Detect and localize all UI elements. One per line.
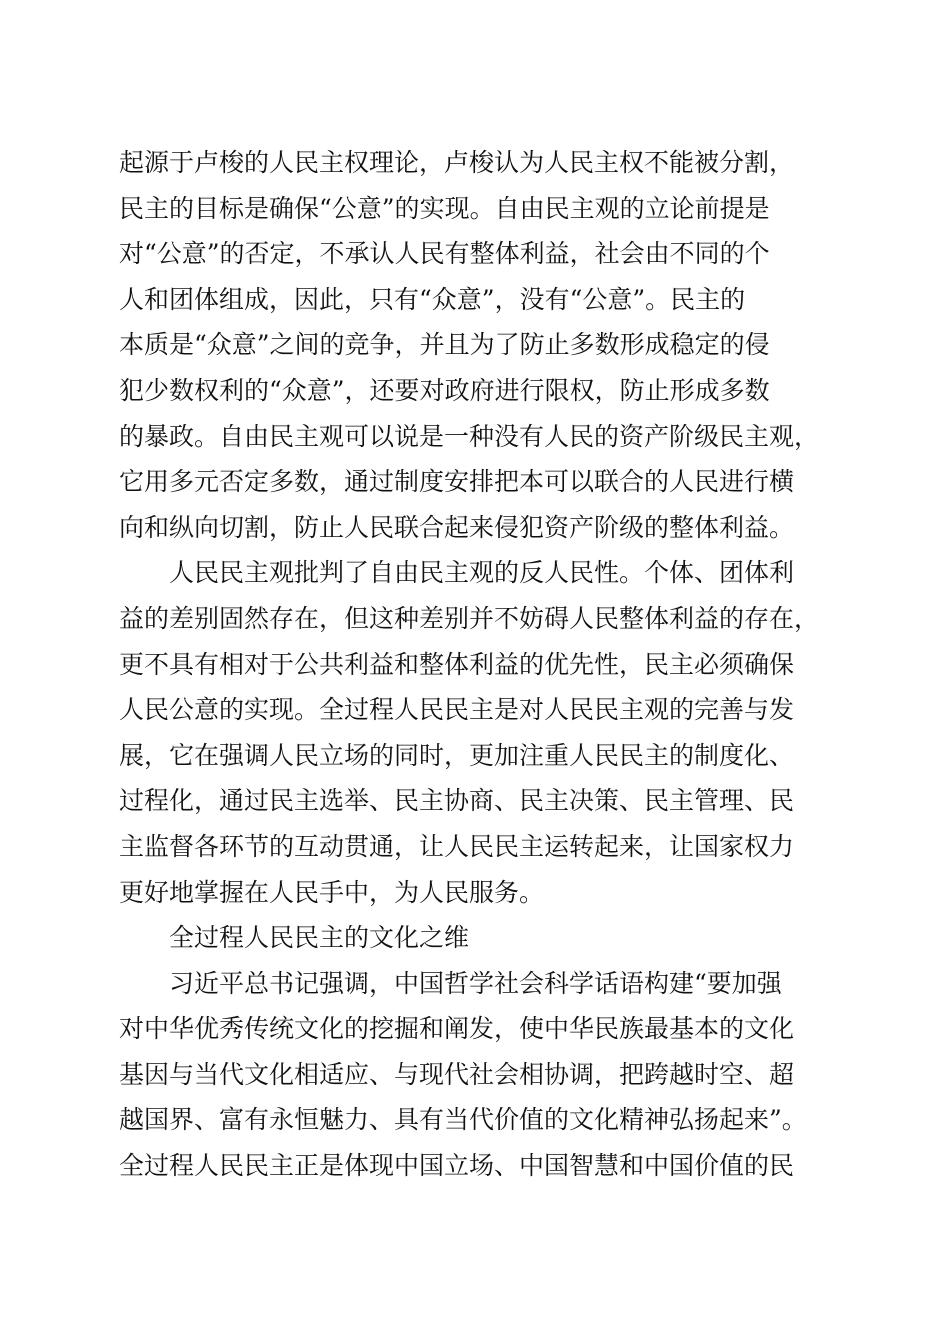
text-line: 它用多元否定多数，通过制度安排把本可以联合的人民进行横 xyxy=(119,467,795,497)
text-line: 全过程人民民主正是体现中国立场、中国智慧和中国价值的民 xyxy=(119,1151,795,1181)
text-line: 民主的目标是确保“公意”的实现。自由民主观的立论前提是 xyxy=(119,193,770,223)
text-line: 的暴政。自由民主观可以说是一种没有人民的资产阶级民主观， xyxy=(119,421,820,451)
text-line: 犯少数权利的“众意”，还要对政府进行限权，防止形成多数 xyxy=(119,375,770,405)
text-line: 更不具有相对于公共利益和整体利益的优先性，民主必须确保 xyxy=(119,649,795,679)
paragraph-start-line: 人民民主观批判了自由民主观的反人民性。个体、团体利 xyxy=(169,558,795,588)
text-line: 人和团体组成，因此，只有“众意”，没有“公意”。民主的 xyxy=(119,284,746,314)
text-line: 过程化，通过民主选举、民主协商、民主决策、民主管理、民 xyxy=(119,786,795,816)
text-line: 基因与当代文化相适应、与现代社会相协调，把跨越时空、超 xyxy=(119,1059,795,1089)
text-line: 对“公意”的否定，不承认人民有整体利益，社会由不同的个 xyxy=(119,239,770,269)
body-text xyxy=(119,140,831,1189)
text-line: 向和纵向切割，防止人民联合起来侵犯资产阶级的整体利益。 xyxy=(119,512,795,542)
text-line: 对中华优秀传统文化的挖掘和阐发，使中华民族最基本的文化 xyxy=(119,1014,795,1044)
text-line: 起源于卢梭的人民主权理论，卢梭认为人民主权不能被分割， xyxy=(119,148,795,177)
text-line: 主监督各环节的互动贯通，让人民民主运转起来，让国家权力 xyxy=(119,831,795,861)
text-line: 更好地掌握在人民手中，为人民服务。 xyxy=(119,877,545,907)
text-line: 人民公意的实现。全过程人民民主是对人民民主观的完善与发 xyxy=(119,695,795,725)
text-line: 展，它在强调人民立场的同时，更加注重人民民主的制度化、 xyxy=(119,740,795,770)
text-line: 益的差别固然存在，但这种差别并不妨碍人民整体利益的存在， xyxy=(119,603,820,633)
section-heading: 全过程人民民主的文化之维 xyxy=(169,923,470,953)
text-line: 本质是“众意”之间的竞争，并且为了防止多数形成稳定的侵 xyxy=(119,330,770,360)
text-line: 越国界、富有永恒魅力、具有当代价值的文化精神弘扬起来”。 xyxy=(119,1105,807,1135)
paragraph-start-line: 习近平总书记强调，中国哲学社会科学话语构建“要加强 xyxy=(169,968,782,998)
